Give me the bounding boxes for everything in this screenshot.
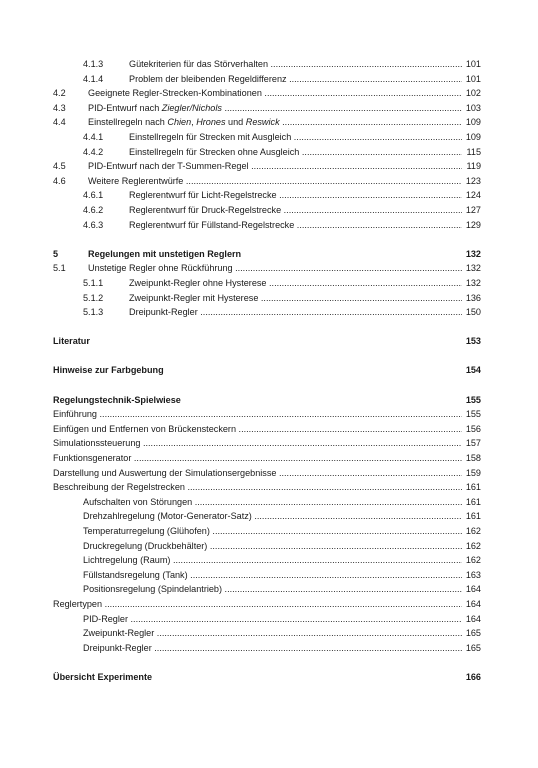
toc-title: Unstetige Regler ohne Rückführung ..... <box>88 261 481 276</box>
toc-entry <box>53 203 481 218</box>
toc-title: Temperaturregelung (Glühofen) ..... <box>83 524 481 539</box>
toc-chapter <box>53 393 481 408</box>
toc-title: PID-Entwurf nach der T-Summen-Regel ..... <box>88 159 481 174</box>
toc-number: 4.4.1 <box>83 131 104 142</box>
toc-title: Einfügen und Entfernen von Brückensteckern ..... <box>53 422 481 437</box>
toc-entry <box>53 480 481 495</box>
toc-title: Literatur <box>53 336 90 347</box>
toc-entry <box>53 261 481 276</box>
toc-page: 101 <box>462 57 481 72</box>
toc-number: 5.1.3 <box>83 307 104 318</box>
toc-subentry <box>53 612 481 627</box>
toc-page: 136 <box>462 291 481 306</box>
toc-entry <box>53 422 481 437</box>
toc-title: Darstellung und Auswertung der Simulationsergebnisse ..... <box>53 466 481 481</box>
toc-title: Simulationssteuerung ..... <box>53 436 481 451</box>
toc-number: 4.6.3 <box>83 219 104 230</box>
toc-entry <box>53 115 481 130</box>
toc-page: 132 <box>462 261 481 276</box>
toc-page: 165 <box>462 641 481 656</box>
toc-page: 155 <box>462 407 481 422</box>
toc-entry <box>53 101 481 116</box>
toc-chapter <box>53 334 481 349</box>
toc-entry <box>53 72 481 87</box>
spacer <box>53 320 481 335</box>
toc-page: 103 <box>462 101 481 116</box>
spacer <box>53 655 481 670</box>
toc-page: 156 <box>462 422 481 437</box>
toc-chapter <box>53 670 481 685</box>
toc-number: 5.1.2 <box>83 292 104 303</box>
toc-title: Reglertypen ..... <box>53 597 481 612</box>
toc-page: 162 <box>462 539 481 554</box>
toc-subentry <box>53 495 481 510</box>
toc-entry <box>53 130 481 145</box>
toc-title: Hinweise zur Farbgebung <box>53 365 164 376</box>
toc-title: Reglerentwurf für Licht-Regelstrecke ..... <box>129 188 481 203</box>
toc-page: 164 <box>462 582 481 597</box>
toc-page: 119 <box>462 159 481 174</box>
toc-subentry <box>53 553 481 568</box>
toc-entry <box>53 188 481 203</box>
toc-title: Füllstandsregelung (Tank) ..... <box>83 568 481 583</box>
toc-number: 4.3 <box>53 102 66 113</box>
toc-title: Weitere Reglerentwürfe ..... <box>88 174 481 189</box>
toc-title: Lichtregelung (Raum) ..... <box>83 553 481 568</box>
toc-page: 132 <box>462 276 481 291</box>
toc-entry <box>53 218 481 233</box>
toc-page: 109 <box>462 115 481 130</box>
toc-page: 132 <box>462 247 481 262</box>
spacer <box>53 349 481 364</box>
toc-title: Zweipunkt-Regler ..... <box>83 626 481 641</box>
table-of-contents <box>53 57 481 685</box>
toc-entry <box>53 145 481 160</box>
toc-page: 164 <box>462 612 481 627</box>
toc-page: 150 <box>462 305 481 320</box>
toc-chapter <box>53 363 481 378</box>
toc-page: 161 <box>462 509 481 524</box>
toc-title: Dreipunkt-Regler ..... <box>83 641 481 656</box>
toc-number: 4.2 <box>53 88 66 99</box>
toc-page: 109 <box>462 130 481 145</box>
toc-title: Aufschalten von Störungen ..... <box>83 495 481 510</box>
toc-entry <box>53 159 481 174</box>
toc-number: 4.4 <box>53 117 66 128</box>
toc-title: Reglerentwurf für Druck-Regelstrecke ..... <box>129 203 481 218</box>
toc-page: 166 <box>462 670 481 685</box>
toc-number: 4.6.2 <box>83 204 104 215</box>
toc-entry <box>53 436 481 451</box>
toc-subentry <box>53 626 481 641</box>
toc-title: Dreipunkt-Regler ..... <box>129 305 481 320</box>
toc-title: Funktionsgenerator ..... <box>53 451 481 466</box>
toc-entry <box>53 407 481 422</box>
toc-page: 123 <box>462 174 481 189</box>
toc-number: 4.6.1 <box>83 190 104 201</box>
toc-entry <box>53 86 481 101</box>
toc-title: Einführung ..... <box>53 407 481 422</box>
toc-title: Gütekriterien für das Störverhalten ..... <box>129 57 481 72</box>
toc-page: 124 <box>462 188 481 203</box>
toc-chapter <box>53 247 481 262</box>
toc-title: Geeignete Regler-Strecken-Kombinationen ..... <box>88 86 481 101</box>
toc-page: 161 <box>462 480 481 495</box>
toc-page: 159 <box>462 466 481 481</box>
toc-page: 155 <box>462 393 481 408</box>
spacer <box>53 232 481 247</box>
toc-title: Regelungen mit unstetigen Reglern <box>88 248 242 259</box>
toc-page: 165 <box>462 626 481 641</box>
toc-subentry <box>53 582 481 597</box>
toc-subentry <box>53 509 481 524</box>
toc-page: 162 <box>462 553 481 568</box>
toc-title: Übersicht Experimente <box>53 671 153 682</box>
toc-page: 161 <box>462 495 481 510</box>
toc-number: 4.4.2 <box>83 146 104 157</box>
toc-title: Problem der bleibenden Regeldifferenz ..... <box>129 72 481 87</box>
toc-page: 158 <box>462 451 481 466</box>
toc-title: Regelungstechnik-Spielwiese <box>53 394 181 405</box>
toc-page: 157 <box>462 436 481 451</box>
toc-title: Druckregelung (Druckbehälter) ..... <box>83 539 481 554</box>
toc-number: 4.1.4 <box>83 73 104 84</box>
toc-entry <box>53 291 481 306</box>
toc-number: 4.1.3 <box>83 59 104 69</box>
toc-entry <box>53 597 481 612</box>
toc-entry <box>53 174 481 189</box>
toc-number: 5 <box>53 248 59 259</box>
toc-page: 154 <box>462 363 481 378</box>
toc-number: 4.6 <box>53 175 66 186</box>
toc-subentry <box>53 539 481 554</box>
toc-subentry <box>53 641 481 656</box>
toc-title: Positionsregelung (Spindelantrieb) ..... <box>83 582 481 597</box>
toc-entry <box>53 451 481 466</box>
toc-page: 164 <box>462 597 481 612</box>
toc-title: Beschreibung der Regelstrecken ..... <box>53 480 481 495</box>
toc-entry <box>53 276 481 291</box>
toc-subentry <box>53 524 481 539</box>
spacer <box>53 378 481 393</box>
toc-subentry <box>53 568 481 583</box>
toc-title: Drehzahlregelung (Motor-Generator-Satz) ..... <box>83 509 481 524</box>
toc-title: Einstellregeln für Strecken ohne Ausgleich ..... <box>129 145 481 160</box>
toc-page: 127 <box>462 203 481 218</box>
toc-title: Reglerentwurf für Füllstand-Regelstrecke ..... <box>129 218 481 233</box>
toc-number: 5.1 <box>53 263 66 274</box>
toc-page: 153 <box>462 334 481 349</box>
toc-title: Einstellregeln für Strecken mit Ausgleich ..... <box>129 130 481 145</box>
toc-entry <box>53 466 481 481</box>
toc-title: PID-Regler ..... <box>83 612 481 627</box>
toc-entry <box>53 57 481 72</box>
toc-page: 162 <box>462 524 481 539</box>
toc-number: 5.1.1 <box>83 277 104 288</box>
toc-page: 163 <box>462 568 481 583</box>
toc-entry <box>53 305 481 320</box>
toc-title: Zweipunkt-Regler ohne Hysterese ..... <box>129 276 481 291</box>
toc-page: 115 <box>462 145 481 160</box>
toc-title: PID-Entwurf nach Ziegler/Nichols ..... <box>88 101 481 116</box>
toc-title: Zweipunkt-Regler mit Hysterese ..... <box>129 291 481 306</box>
toc-title: Einstellregeln nach Chien, Hrones und Reswick ..... <box>88 115 481 130</box>
toc-number: 4.5 <box>53 161 66 172</box>
toc-page: 102 <box>462 86 481 101</box>
toc-page: 129 <box>462 218 481 233</box>
toc-page: 101 <box>462 72 481 87</box>
